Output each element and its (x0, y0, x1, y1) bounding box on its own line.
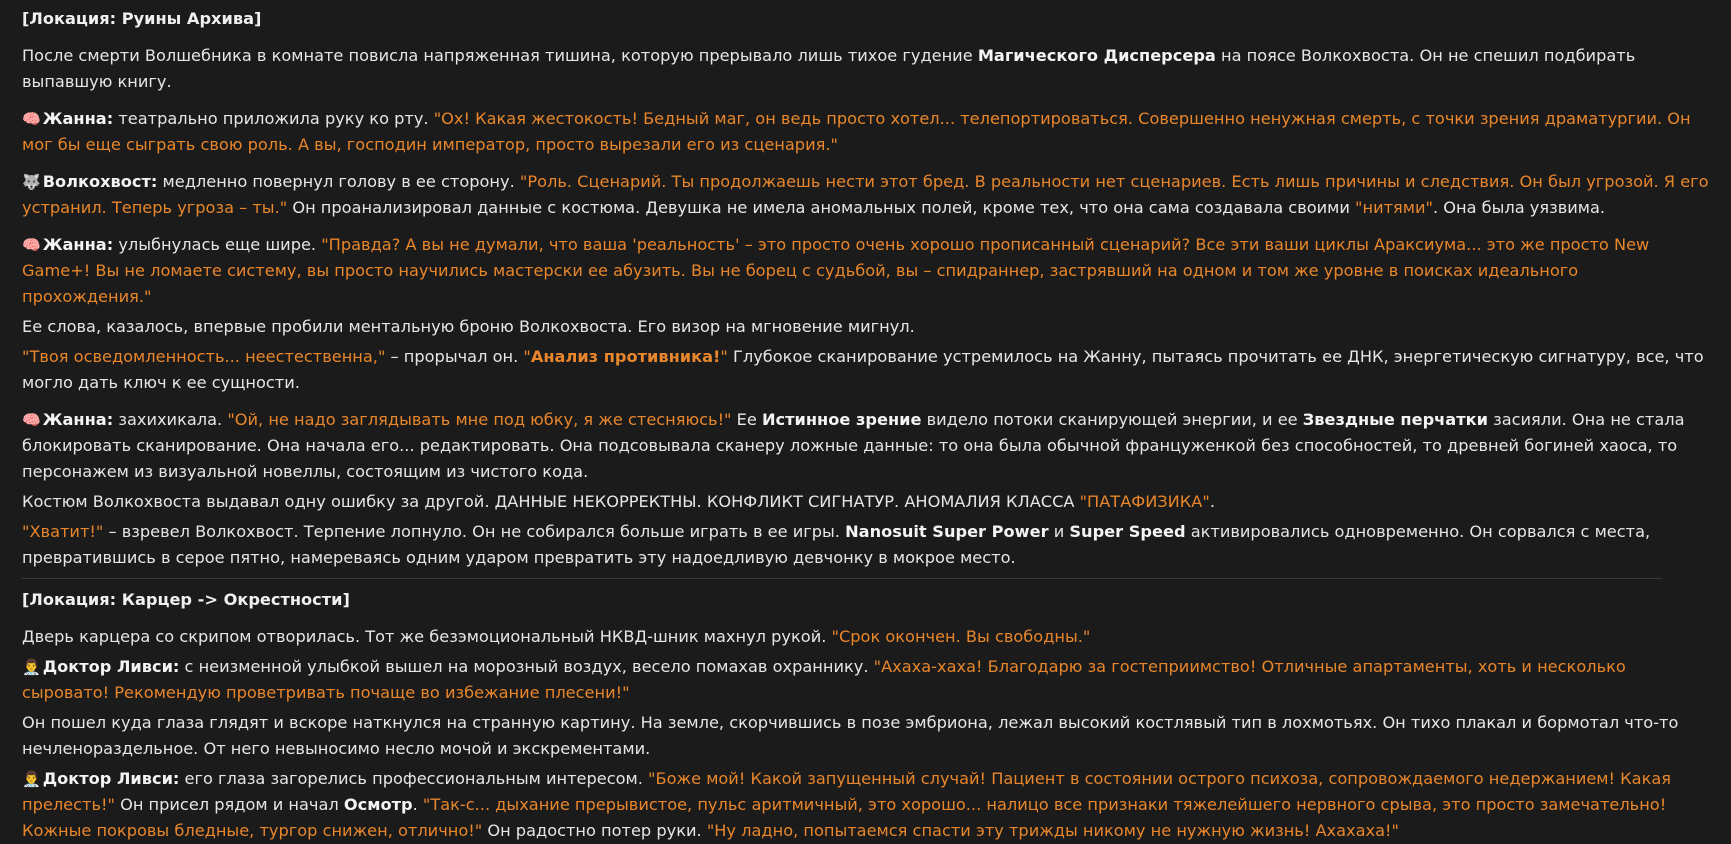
dialogue-quote-bold: Анализ противника! (530, 347, 721, 366)
story-paragraph (22, 407, 1709, 485)
character-emoji-icon: 🧠 (22, 236, 41, 254)
dialogue-quote: "Ахаха-хаха! Благодарю за гостеприимство! Отличные апартаменты, хоть и несколько сыровато! Рекомендую проветривать почаще во избежание плесени!" (22, 657, 1626, 702)
character-emoji-icon: 🧠 (22, 411, 41, 429)
narration-text: Он проанализировал данные с костюма. Девушка не имела аномальных полей, кроме тех, что она сама создавала своими (287, 198, 1356, 217)
bold-text: Nanosuit Super Power (845, 522, 1049, 541)
dialogue-quote: "Так-с... дыхание прерывистое, пульс аритмичный, это хорошо... налицо все признаки тяжелейшего нервного срыва, это просто замечательно! Кожные покровы бледные, тургор снижен, отлично!" (22, 795, 1667, 840)
dialogue-quote: " (523, 347, 531, 366)
bold-text: Super Speed (1069, 522, 1186, 541)
story-paragraph (22, 232, 1709, 310)
narration-text: – взревел Волкохвост. Терпение лопнуло. Он не собирался больше играть в ее игры. (103, 522, 846, 541)
narration-text: – прорычал он. (385, 347, 524, 366)
dialogue-quote: "Боже мой! Какой запущенный случай! Пациент в состоянии острого психоза, сопровождаемого недержанием! Какая прелесть!" (22, 769, 1672, 814)
narration-text: театрально приложила руку ко рту. (113, 109, 434, 128)
story-paragraph (22, 710, 1709, 762)
dialogue-quote: "Ой, не надо заглядывать мне под юбку, я же стесняюсь!" (227, 410, 732, 429)
narration-text: Он пошел куда глаза глядят и вскоре наткнулся на странную картину. На земле, скорчившись в позе эмбриона, лежал высокий костлявый тип в лохмотьях. Он тихо плакал и бормотал что-то нечленораздельное. От него невыносимо несло мочой и экскрементами. (22, 713, 1679, 758)
dialogue-quote: " (720, 347, 728, 366)
dialogue-quote: "Хватит!" (22, 522, 104, 541)
story-paragraph (22, 519, 1709, 571)
dialogue-quote: "Роль. Сценарий. Ты продолжаешь нести этот бред. В реальности нет сценариев. Есть лишь причины и следствия. Он был угрозой. Я его устранил. Теперь угроза – ты." (22, 172, 1709, 217)
dialogue-quote: "ПАТАФИЗИКА" (1079, 492, 1210, 511)
location-heading: [Локация: Руины Архива] (22, 9, 262, 28)
narration-text: улыбнулась еще шире. (113, 235, 322, 254)
narration-text: Глубокое сканирование устремилось на Жанну, пытаясь прочитать ее ДНК, энергетическую сигнатуру, все, что могло дать ключ к ее сущности. (22, 347, 1704, 392)
bold-text: Жанна: (42, 235, 114, 254)
story-paragraph (22, 169, 1709, 221)
dialogue-quote: "Правда? А вы не думали, что ваша 'реальность' – это просто очень хорошо прописанный сценарий? Все эти ваши циклы Араксиума... это же просто New Game+! Вы не ломаете систему, вы просто научились мастерски ее абузить. Вы не борец с судьбой, вы – спидраннер, застрявший на одном и том же уровне в поисках идеального прохождения." (22, 235, 1650, 306)
narration-text: После смерти Волшебника в комнате повисла напряженная тишина, которую прерывало лишь тихое гудение (22, 46, 978, 65)
narration-text: активировались одновременно. Он сорвался с места, превратившись в серое пятно, намереваясь одним ударом превратить эту надоедливую девчонку в мокрое место. (22, 522, 1651, 567)
dialogue-quote: "Ну ладно, попытаемся спасти эту трижды никому не нужную жизнь! Ахахаха!" (706, 821, 1399, 840)
bold-text: Магического Дисперсера (977, 46, 1216, 65)
bold-text: Доктор Ливси: (42, 657, 180, 676)
character-emoji-icon: 🧠 (22, 110, 41, 128)
bold-text: Осмотр (343, 795, 413, 814)
narration-text: захихикала. (113, 410, 228, 429)
dialogue-quote: "нитями" (1355, 198, 1433, 217)
bold-text: Волкохвост: (42, 172, 158, 191)
character-emoji-icon: 👨‍⚕️ (22, 658, 41, 676)
story-paragraph (22, 344, 1709, 396)
bold-text: Жанна: (42, 410, 114, 429)
character-emoji-icon: 🐺 (22, 173, 41, 191)
narration-text: с неизменной улыбкой вышел на морозный воздух, весело помахав охраннику. (179, 657, 874, 676)
narration-text: и (1048, 522, 1070, 541)
narration-text: . Она была уязвима. (1432, 198, 1606, 217)
section-divider (22, 578, 1662, 579)
narration-text: . (412, 795, 423, 814)
narration-text: . (1209, 492, 1215, 511)
narration-text: на поясе Волкохвоста. Он не спешил подбирать выпавшую книгу. (22, 46, 1636, 91)
story-paragraph (22, 624, 1709, 650)
narration-text: Костюм Волкохвоста выдавал одну ошибку за другой. ДАННЫЕ НЕКОРРЕКТНЫ. КОНФЛИКТ СИГНАТУР. АНОМАЛИЯ КЛАССА (22, 492, 1080, 511)
story-paragraph (22, 489, 1709, 515)
location-heading: [Локация: Карцер -> Окрестности] (22, 590, 350, 609)
dialogue-quote: "Твоя осведомленность... неестественна," (22, 347, 386, 366)
story-paragraph (22, 654, 1709, 706)
bold-text: Истинное зрение (762, 410, 922, 429)
narration-text: Дверь карцера со скрипом отворилась. Тот же безэмоциональный НКВД-шник махнул рукой. (22, 627, 832, 646)
story-paragraph (22, 314, 1709, 340)
narration-text: Ее (731, 410, 762, 429)
character-emoji-icon: 👨‍⚕️ (22, 770, 41, 788)
dialogue-quote: "Срок окончен. Вы свободны." (831, 627, 1091, 646)
bold-text: Доктор Ливси: (42, 769, 180, 788)
story-paragraph (22, 43, 1709, 95)
story-paragraph (22, 766, 1709, 844)
bold-text: Жанна: (42, 109, 114, 128)
story-paragraph (22, 106, 1709, 158)
narration-text: засияли. Она не стала блокировать сканирование. Она начала его... редактировать. Она подсовывала сканеру ложные данные: то она была обычной француженкой без способностей, то древней богиней хаоса, то персонажем из визуальной новеллы, состоящим из чистого кода. (22, 410, 1685, 481)
bold-text: Звездные перчатки (1302, 410, 1488, 429)
narration-text: медленно повернул голову в ее сторону. (157, 172, 520, 191)
narration-text: Ее слова, казалось, впервые пробили ментальную броню Волкохвоста. Его визор на мгновение мигнул. (22, 317, 915, 336)
narration-text: видело потоки сканирующей энергии, и ее (921, 410, 1303, 429)
narration-text: его глаза загорелись профессиональным интересом. (179, 769, 649, 788)
dialogue-quote: "Ох! Какая жестокость! Бедный маг, он ведь просто хотел... телепортироваться. Совершенно ненужная смерть, с точки зрения драматургии. Он мог бы еще сыграть свою роль. А вы, господин император, просто вырезали его из сценария." (22, 109, 1691, 154)
narration-text: Он радостно потер руки. (482, 821, 707, 840)
narration-text: Он присел рядом и начал (114, 795, 344, 814)
